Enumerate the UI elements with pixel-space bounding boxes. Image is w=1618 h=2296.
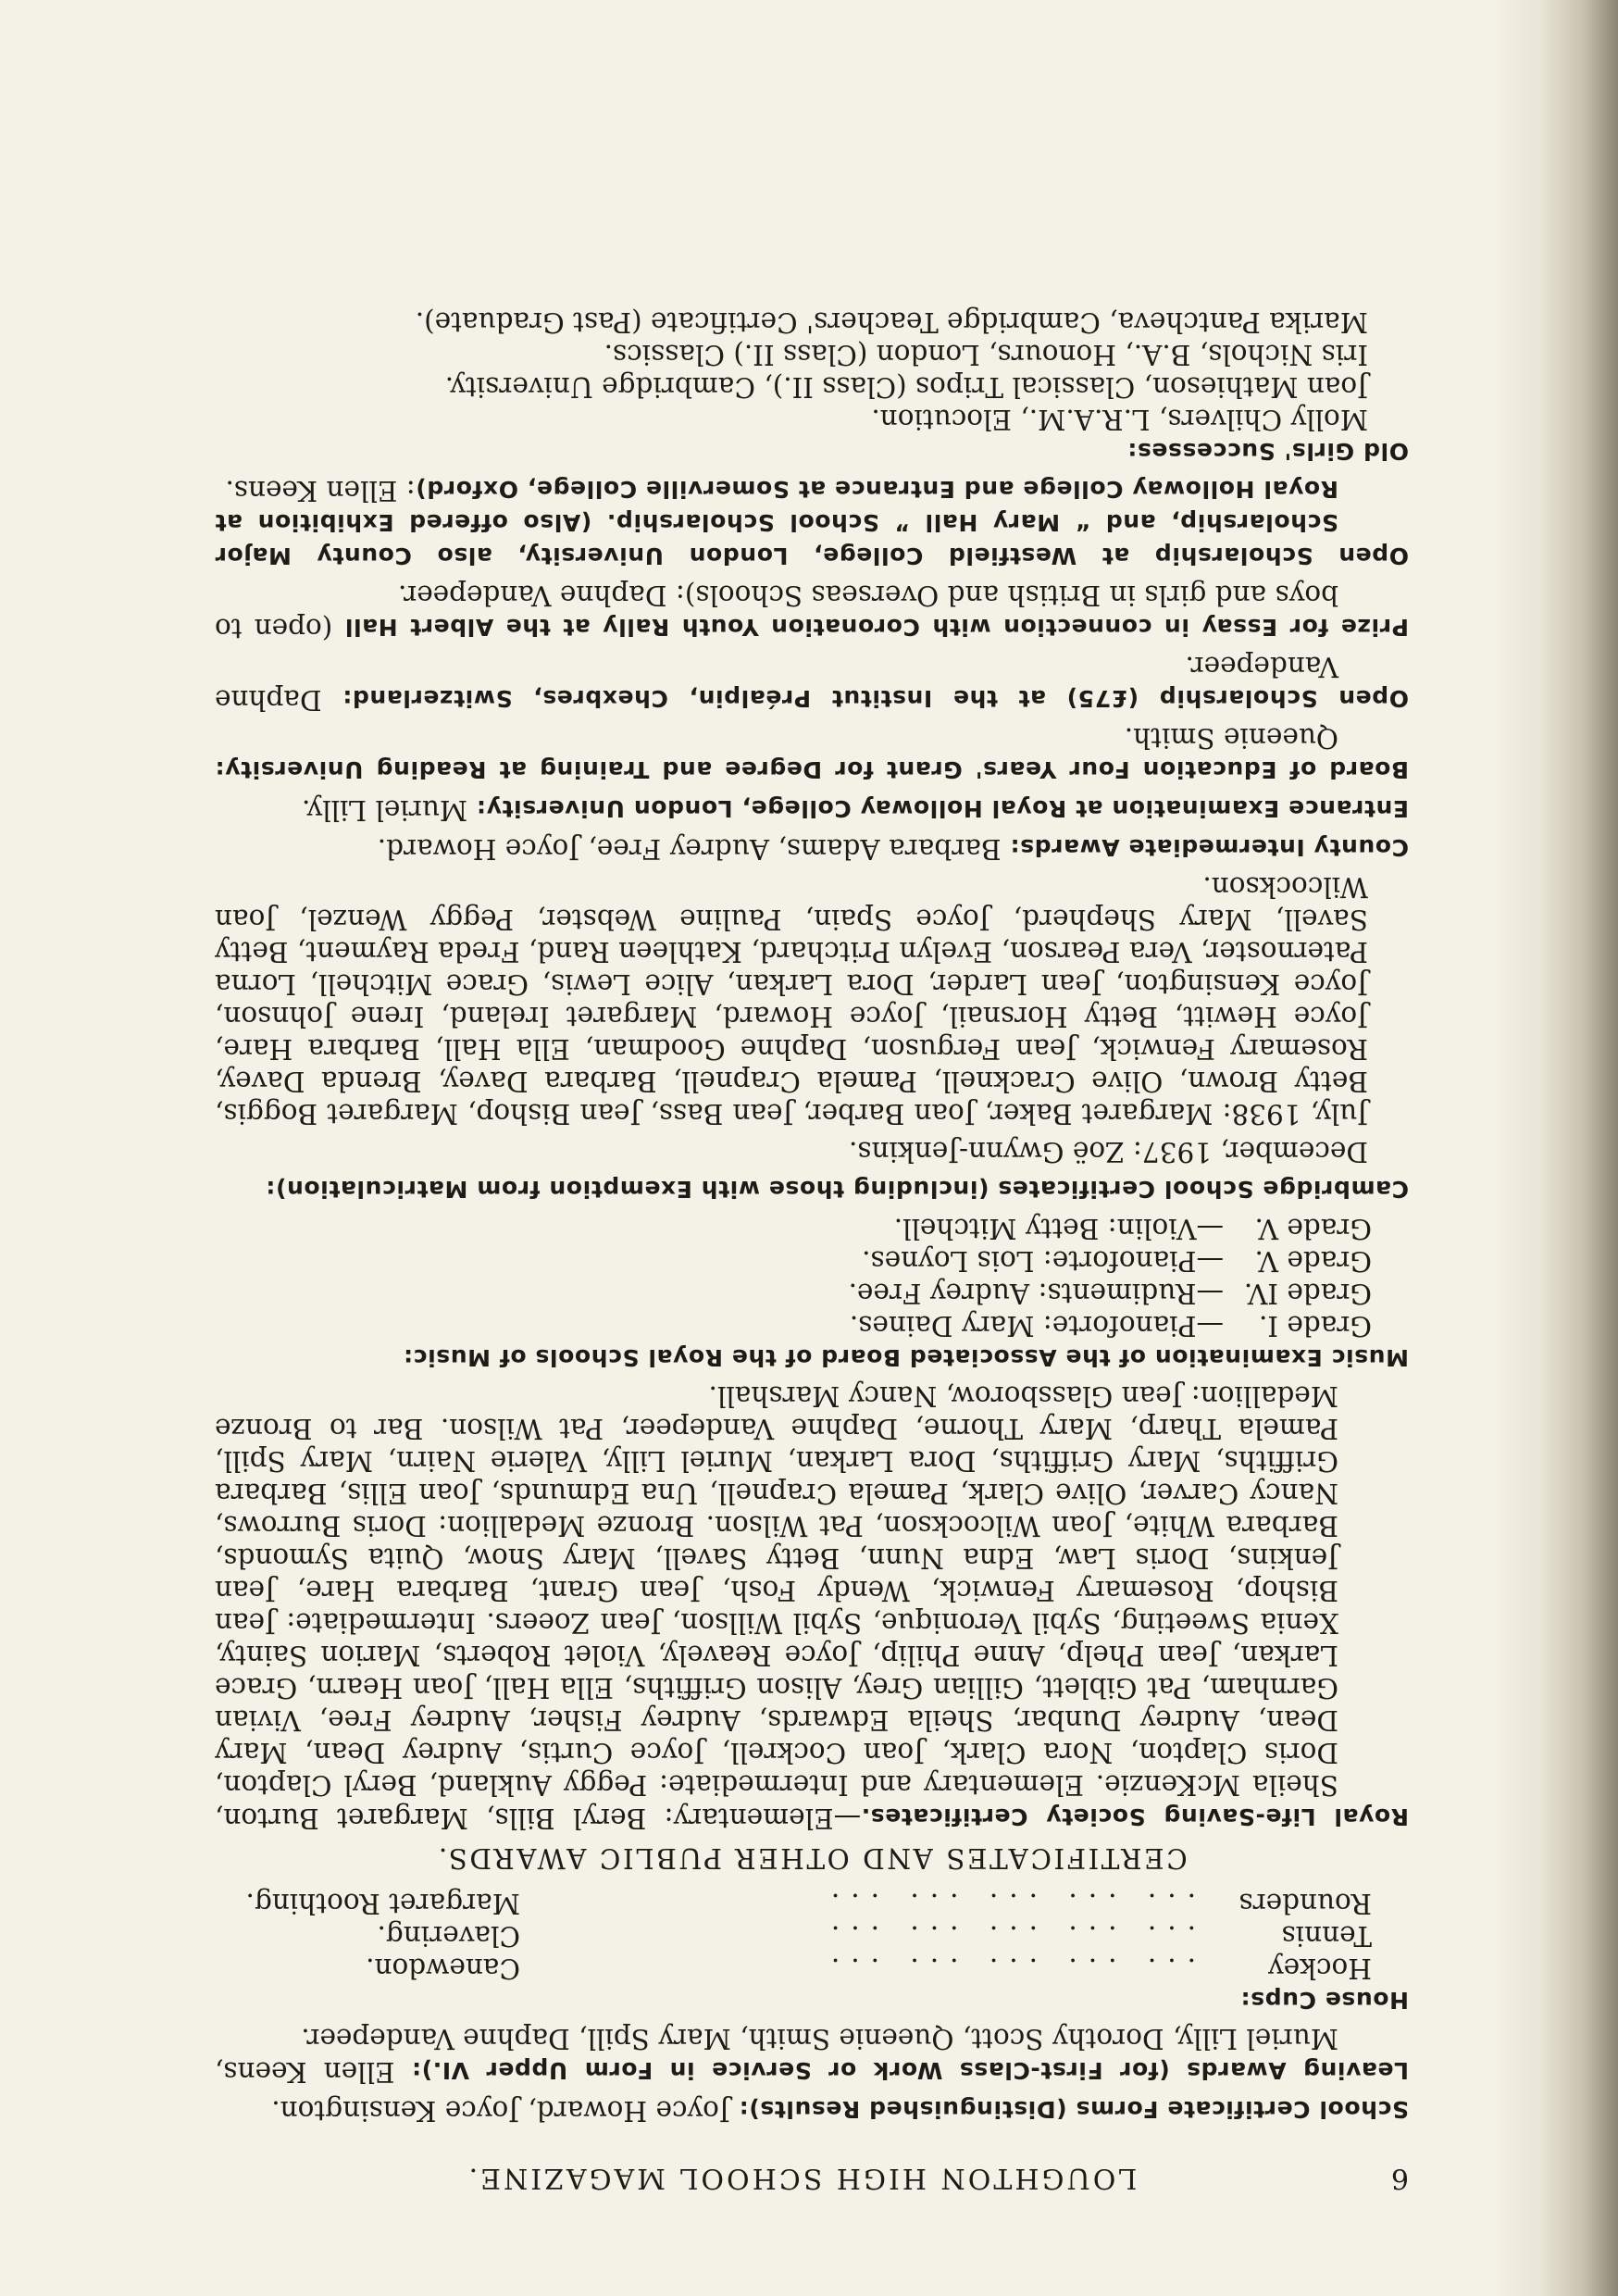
page-number: 6 (1388, 2162, 1409, 2194)
page-text-block (215, 104, 1409, 2194)
board-of-education-heading: Board of Education Four Years' Grant for Degree and Training at Reading University: (215, 756, 1409, 783)
cambridge-december: December, 1937: Zoë Gwynn-Jenkins. (848, 1136, 1368, 1167)
open-scholarship-westfield-paragraph (215, 473, 1409, 573)
grade-result: —Rudiments: Audrey Free. (848, 1278, 1224, 1309)
county-intermediate-text: Barbara Adams, Audrey Free, Joyce Howard. (377, 833, 1011, 865)
grade-result: —Pianoforte: Mary Daines. (849, 1310, 1224, 1341)
county-intermediate-heading: County Intermediate Awards: (1010, 834, 1409, 861)
entrance-exam-heading: Entrance Examination at Royal Holloway College, London University: (476, 795, 1409, 822)
certificates-section-heading: CERTIFICATES AND OTHER PUBLIC AWARDS. (436, 1842, 1188, 1874)
cup-winner: Clavering. (377, 1920, 520, 1952)
prize-essay-text: (open to boys and girls in British and Overseas Schools): Daphne Vandepeer. (215, 580, 1338, 644)
school-cert-forms-text: Joyce Howard, Joyce Kensington. (271, 2095, 740, 2127)
running-header (215, 2162, 1409, 2194)
music-exam-section (215, 1212, 1409, 1374)
county-intermediate-paragraph (215, 831, 1409, 865)
music-exam-heading: Music Examination of the Associated Board of the Royal Schools of Music: (403, 1344, 1409, 1371)
house-cup-row (215, 1952, 1409, 1984)
royal-life-saving-paragraph (215, 1379, 1409, 1834)
house-cups-heading: House Cups: (1240, 1987, 1409, 2014)
cambridge-section (215, 870, 1409, 1206)
open-scholarship-switzerland-heading: Open Scholarship (£75) at the Institut Préalpin, Chexbres, Switzerland: (342, 685, 1409, 712)
grade-label: Grade V. (1254, 1245, 1372, 1277)
cambridge-heading-paragraph (215, 1173, 1409, 1206)
open-scholarship-westfield-text: : Ellen Keens. (225, 475, 416, 506)
grade-row (215, 1277, 1409, 1309)
grade-row (215, 1309, 1409, 1341)
board-of-education-text: Queenie Smith. (1124, 722, 1338, 754)
board-of-education-paragraph (215, 721, 1409, 787)
grade-label: Grade IV. (1243, 1278, 1372, 1309)
grade-row (215, 1244, 1409, 1277)
open-scholarship-switzerland-paragraph (215, 650, 1409, 716)
leader-dots: ... ... ... ... ... (819, 1888, 1196, 1919)
open-scholarship-switzerland-text: Daphne Vandepeer. (215, 651, 1338, 716)
book-binding-shadow (1498, 0, 1618, 2296)
grade-result: —Pianoforte: Lois Loynes. (862, 1245, 1224, 1277)
cambridge-july: July, 1938: Margaret Baker, Joan Barber, Jean Bass, Jean Bishop, Margaret Boggis, Betty Brown, Olive Cracknell, Pamela Crapnell, Barbara Davey, Brenda Davey, Rosemary Fenwick, Jean Ferguson, Daphne Goodman, Ella Hall, Barbara Hare, Joyce Hewitt, Betty Horsnail, Joyce Howard, Margaret Ireland, Irene Johnson, Joyce Kensington, Jean Larder, Dora Larkan, Alice Lewis, Grace Mitchell, Lorna Paternoster, Vera Pearson, Evelyn Pritchard, Kathleen Rand, Freda Rayment, Betty Savell, Mary Shepherd, Joyce Spain, Pauline Webster, Peggy Wenzel, Joan Wilcockson. (215, 871, 1368, 1129)
cup-winner: Margaret Roothing. (245, 1888, 520, 1919)
school-cert-forms-paragraph (215, 2093, 1409, 2127)
cup-winner: Canewdon. (366, 1953, 520, 1984)
cup-name: Rounders (1238, 1888, 1372, 1919)
old-girls-section (215, 306, 1409, 468)
old-girls-heading: Old Girls' Successes: (1126, 438, 1409, 465)
grade-row (215, 1212, 1409, 1244)
prize-essay-heading: Prize for Essay in connection with Coronation Youth Rally at the Albert Hall (344, 614, 1409, 641)
old-girls-entry: Joan Mathieson, Classical Tripos (Class II.), Cambridge University. (444, 371, 1368, 403)
old-girls-entry: Molly Chilvers, L.R.A.M., Elocution. (871, 404, 1368, 435)
house-cups-section (215, 1887, 1409, 2016)
grade-label: Grade V. (1254, 1213, 1372, 1244)
cup-name: Hockey (1267, 1953, 1372, 1984)
cambridge-heading: Cambridge School Certificates (including those with Exemption from Matriculation): (265, 1176, 1409, 1203)
house-cup-row (215, 1887, 1409, 1919)
school-cert-forms-heading: School Certificate Forms (Distinguished Results): (739, 2096, 1409, 2123)
magazine-title: LOUGHTON HIGH SCHOOL MAGAZINE. (466, 2162, 1138, 2194)
leaving-awards-paragraph (215, 2022, 1409, 2088)
leaving-awards-text: Ellen Keens, Muriel Lilly, Dorothy Scott, Queenie Smith, Mary Spill, Daphne Vandepeer. (215, 2023, 1338, 2088)
old-girls-entry: Iris Nichols, B.A., Honours, London (Class II.) Classics. (604, 339, 1368, 370)
grade-label: Grade I. (1258, 1310, 1372, 1341)
cup-name: Tennis (1281, 1920, 1372, 1952)
prize-essay-paragraph (215, 579, 1409, 644)
leader-dots: ... ... ... ... ... (819, 1953, 1196, 1984)
royal-life-saving-text: —Elementary: Beryl Bills, Margaret Burton, Sheila McKenzie. Elementary and Intermediate: Peggy Aukland, Beryl Clapton, Doris Clapton, Nora Clark, Joan Cockrell, Joyce Curtis, Audrey Dean, Mary Dean, Audrey Dunbar, Sheila Edwards, Audrey Fisher, Audrey Free, Vivian Garnham, Pat Giblett, Gillian Grey, Alison Griffiths, Ella Hall, Joan Hearn, Grace Larkan, Jean Phelp, Anne Philip, Joyce Reavely, Violet Roberts, Marion Sainty, Xenia Sweeting, Sybil Veronique, Sybil Willson, Jean Zoeers. Intermediate: Jean Bishop, Rosemary Fenwick, Wendy Fosh, Jean Grant, Barbara Hare, Jean Jenkins, Doris Law, Edna Nunn, Betty Savell, Mary Snow, Quita Symonds, Barbara White, Joan Wilcockson, Pat Wilson. Bronze Medallion: Doris Burrows, Nancy Carver, Olive Clark, Pamela Crapnell, Una Edmunds, Joan Ellis, Barbara Griffiths, Mary Griffiths, Dora Larkan, Muriel Lilly, Valerie Nairn, Mary Spill, Pamela Tharp, Mary Thorne, Daphne Vandepeer, Pat Wilson. Bar to Bronze Medallion: Jean Glassborow, Nancy Marshall. (215, 1380, 1338, 1834)
open-scholarship-westfield-heading: Open Scholarship at Westfield College, London University, also County Major Scholarship, and “ Mary Hall ” School Scholarship. (Also offered Exhibition at Royal Holloway College and Entrance at Somerville College, Oxford) (215, 476, 1409, 569)
house-cup-row (215, 1919, 1409, 1952)
old-girls-entry: Marika Pantcheva, Cambridge Teachers' Certificate (Past Graduate). (415, 306, 1368, 338)
entrance-exam-paragraph (215, 792, 1409, 826)
royal-life-saving-heading: Royal Life-Saving Society Certificates. (861, 1803, 1409, 1830)
leaving-awards-heading: Leaving Awards (for First-Class Work or Service in Form Upper VI.): (411, 2057, 1409, 2084)
entrance-exam-text: Muriel Lilly. (302, 794, 477, 826)
grade-result: —Violin: Betty Mitchell. (893, 1213, 1224, 1244)
leader-dots: ... ... ... ... ... (819, 1920, 1196, 1952)
